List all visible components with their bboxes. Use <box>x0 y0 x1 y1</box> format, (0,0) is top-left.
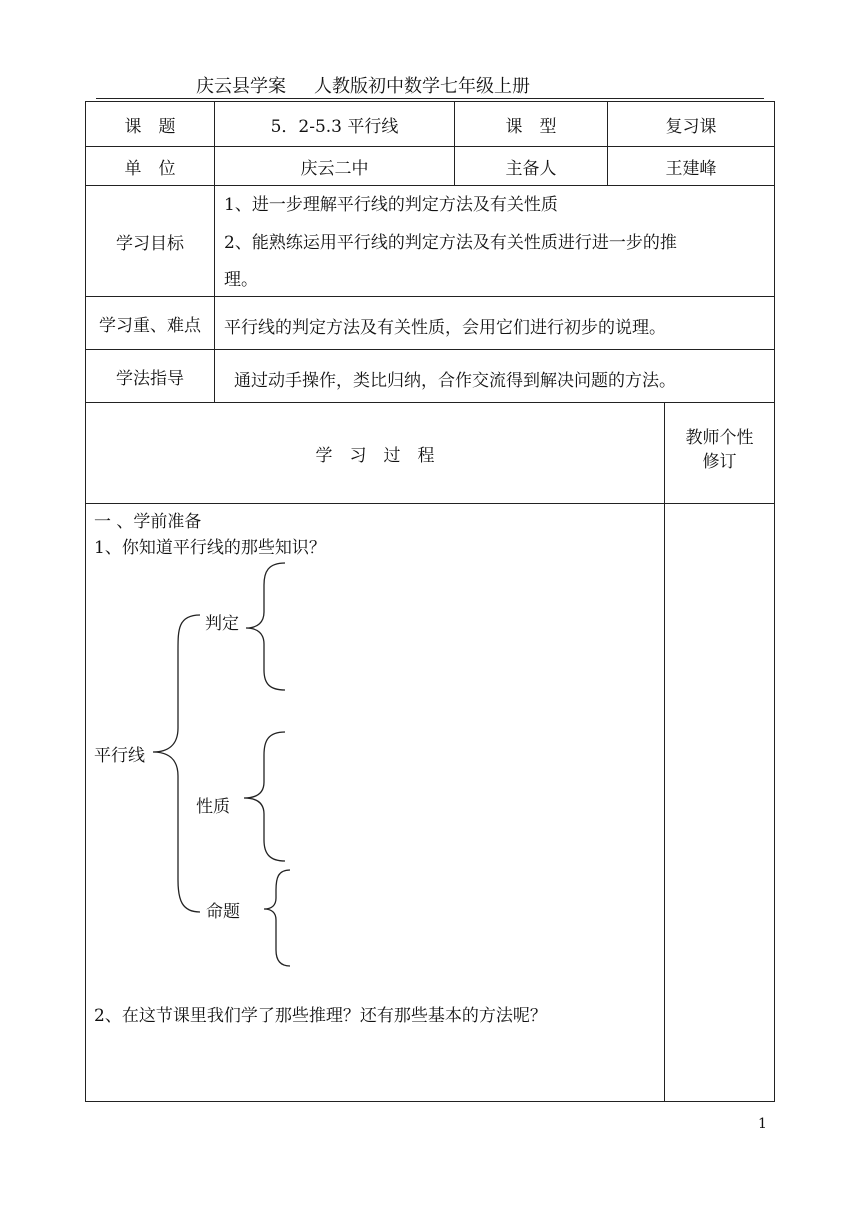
topic-label: 课 题 <box>124 116 176 137</box>
root-brace <box>153 615 200 912</box>
header-school: 庆云县学案 <box>196 76 286 97</box>
property-brace <box>244 732 285 861</box>
tree-branch-property: 性质 <box>196 797 230 817</box>
method-value: 通过动手操作，类比归纳，合作交流得到解决问题的方法。 <box>234 371 676 391</box>
unit-label: 单 位 <box>124 158 176 179</box>
page-number: 1 <box>758 1116 767 1132</box>
topic-value: 5．2-5.3 平行线 <box>270 116 399 137</box>
header-course: 人教版初中数学七年级上册 <box>314 76 530 97</box>
type-value: 复习课 <box>665 116 717 137</box>
key-label: 学习重、难点 <box>99 315 201 336</box>
teacher-col-line: 教师个性 <box>685 428 754 448</box>
method-label: 学法指导 <box>116 368 184 389</box>
tree-root: 平行线 <box>94 746 145 766</box>
goals-label: 学习目标 <box>116 233 184 254</box>
teacher-col-line: 修订 <box>702 452 737 472</box>
question-1: 1、你知道平行线的那些知识？ <box>94 538 326 558</box>
question-2: 2、在这节课里我们学了那些推理？还有那些基本的方法呢？ <box>94 1006 547 1026</box>
goal-item: 2、能熟练运用平行线的判定方法及有关性质进行进一步的推 <box>224 233 677 253</box>
type-label: 课 型 <box>505 116 557 137</box>
proposition-brace <box>264 870 290 966</box>
key-value: 平行线的判定方法及有关性质，会用它们进行初步的说理。 <box>224 318 666 338</box>
unit-value: 庆云二中 <box>300 158 369 179</box>
preparer-value: 王建峰 <box>665 158 717 179</box>
preparer-label: 主备人 <box>505 158 557 179</box>
tree-branch-proposition: 命题 <box>206 902 240 922</box>
process-title: 学 习 过 程 <box>315 445 435 466</box>
judge-brace <box>246 563 285 690</box>
goal-item: 1、进一步理解平行线的判定方法及有关性质 <box>224 195 558 215</box>
goal-item: 理。 <box>224 270 258 290</box>
tree-branch-judge: 判定 <box>205 614 239 634</box>
section-title: 一 、学前准备 <box>94 512 202 532</box>
